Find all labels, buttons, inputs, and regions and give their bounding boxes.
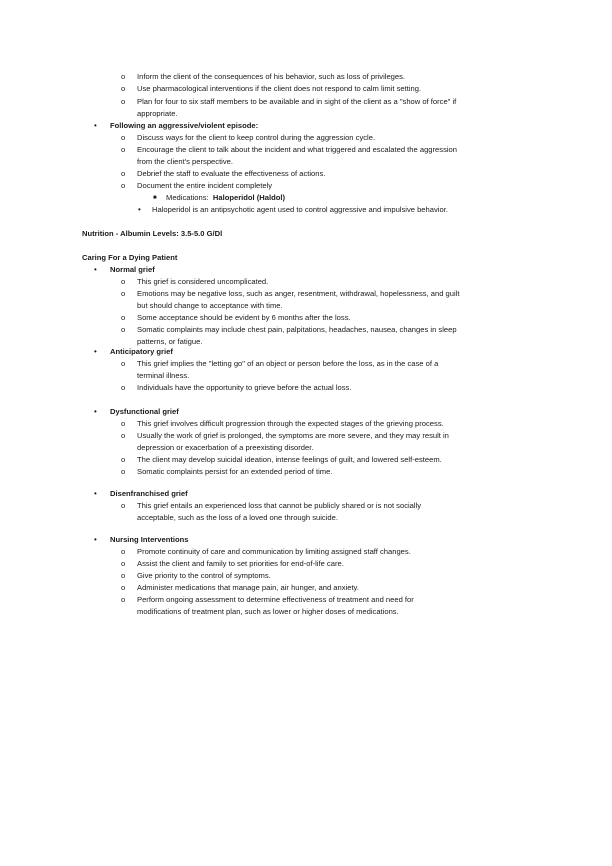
bullet-icon: • — [94, 489, 97, 498]
bullet-icon: • — [94, 265, 97, 274]
section-heading: Nursing Interventions — [110, 535, 189, 544]
square-bullet-icon: ■ — [153, 195, 157, 201]
list-item-continued: modifications of treatment plan, such as lower or higher doses of medications. — [137, 607, 399, 616]
sub-bullet-icon: o — [121, 84, 126, 93]
sub-bullet-icon: o — [121, 313, 126, 322]
list-item-continued: from the client's perspective. — [137, 157, 233, 166]
list-item: Individuals have the opportunity to grieve before the actual loss. — [137, 383, 352, 392]
medications-value: Haloperidol (Haldol) — [212, 193, 286, 202]
sub-bullet-icon: o — [121, 419, 126, 428]
section-title: Caring For a Dying Patient — [82, 253, 178, 262]
sub-bullet-icon: o — [121, 383, 126, 392]
bullet-icon: • — [94, 347, 97, 356]
section-heading: Disenfranchised grief — [110, 489, 188, 498]
list-item-continued: acceptable, such as the loss of a loved one through suicide. — [137, 513, 338, 522]
list-item: Haloperidol is an antipsychotic agent used to control aggressive and impulsive behavior. — [152, 205, 448, 214]
sub-bullet-icon: o — [121, 133, 126, 142]
sub-bullet-icon: o — [121, 145, 126, 154]
list-item: Somatic complaints persist for an extended period of time. — [137, 467, 333, 476]
list-item-continued: patterns, or fatigue. — [137, 337, 203, 346]
sub-bullet-icon: o — [121, 583, 126, 592]
sub-bullet-icon: o — [121, 359, 126, 368]
bullet-icon: • — [94, 407, 97, 416]
nutrition-heading: Nutrition - Albumin Levels: 3.5-5.0 G/Dl — [82, 229, 223, 238]
sub-bullet-icon: o — [121, 97, 126, 106]
list-item-continued: appropriate. — [137, 109, 178, 118]
list-item: Give priority to the control of symptoms. — [137, 571, 271, 580]
sub-bullet-icon: o — [121, 325, 126, 334]
list-item: Some acceptance should be evident by 6 months after the loss. — [137, 313, 351, 322]
list-item: Assist the client and family to set priorities for end-of-life care. — [137, 559, 344, 568]
list-item: Promote continuity of care and communication by limiting assigned staff changes. — [137, 547, 411, 556]
sub-bullet-icon: o — [121, 431, 126, 440]
section-heading: Following an aggressive/violent episode: — [110, 121, 259, 130]
sub-bullet-icon: o — [121, 277, 126, 286]
list-item: Somatic complaints may include chest pain, palpitations, headaches, nausea, changes in sleep — [137, 325, 457, 334]
sub-bullet-icon: o — [121, 547, 126, 556]
sub-bullet-icon: o — [121, 181, 126, 190]
list-item: The client may develop suicidal ideation, intense feelings of guilt, and lowered self-esteem. — [137, 455, 442, 464]
sub-bullet-icon: o — [121, 169, 126, 178]
section-heading: Anticipatory grief — [110, 347, 173, 356]
list-item: This grief implies the "letting go" of an object or person before the loss, as in the case of a — [137, 359, 439, 368]
list-item: This grief involves difficult progression through the expected stages of the grieving process. — [137, 419, 444, 428]
list-item: Emotions may be negative loss, such as anger, resentment, withdrawal, hopelessness, and guilt — [137, 289, 460, 298]
sub-bullet-icon: o — [121, 72, 126, 81]
list-item: Use pharmacological interventions if the client does not respond to calm limit setting. — [137, 84, 422, 93]
sub-bullet-icon: o — [121, 501, 126, 510]
section-heading: Dysfunctional grief — [110, 407, 179, 416]
list-item: This grief is considered uncomplicated. — [137, 277, 269, 286]
list-item: This grief entails an experienced loss that cannot be publicly shared or is not socially — [137, 501, 422, 510]
list-item-continued: but should change to acceptance with time. — [137, 301, 283, 310]
list-item: Inform the client of the consequences of his behavior, such as loss of privileges. — [137, 72, 406, 81]
sub-bullet-icon: o — [121, 289, 126, 298]
bullet-icon: • — [138, 205, 141, 214]
bullet-icon: • — [94, 535, 97, 544]
list-item: Usually the work of grief is prolonged, the symptoms are more severe, and they may result in — [137, 431, 449, 440]
list-item: Plan for four to six staff members to be available and in sight of the client as a "show of force" if — [137, 97, 457, 106]
sub-bullet-icon: o — [121, 571, 126, 580]
list-item: Document the entire incident completely — [137, 181, 273, 190]
list-item: Discuss ways for the client to keep control during the aggression cycle. — [137, 133, 376, 142]
list-item: Perform ongoing assessment to determine effectiveness of treatment and need for — [137, 595, 414, 604]
list-item-continued: terminal illness. — [137, 371, 190, 380]
sub-bullet-icon: o — [121, 455, 126, 464]
sub-bullet-icon: o — [121, 595, 126, 604]
medications-label: Medications: — [166, 193, 209, 202]
medications-line — [166, 193, 285, 203]
list-item-continued: depression or exacerbation of a preexisting disorder. — [137, 443, 314, 452]
bullet-icon: • — [94, 121, 97, 130]
list-item: Encourage the client to talk about the incident and what triggered and escalated the aggression — [137, 145, 457, 154]
section-heading: Normal grief — [110, 265, 155, 274]
sub-bullet-icon: o — [121, 467, 126, 476]
list-item: Debrief the staff to evaluate the effectiveness of actions. — [137, 169, 326, 178]
list-item: Administer medications that manage pain, air hunger, and anxiety. — [137, 583, 359, 592]
sub-bullet-icon: o — [121, 559, 126, 568]
